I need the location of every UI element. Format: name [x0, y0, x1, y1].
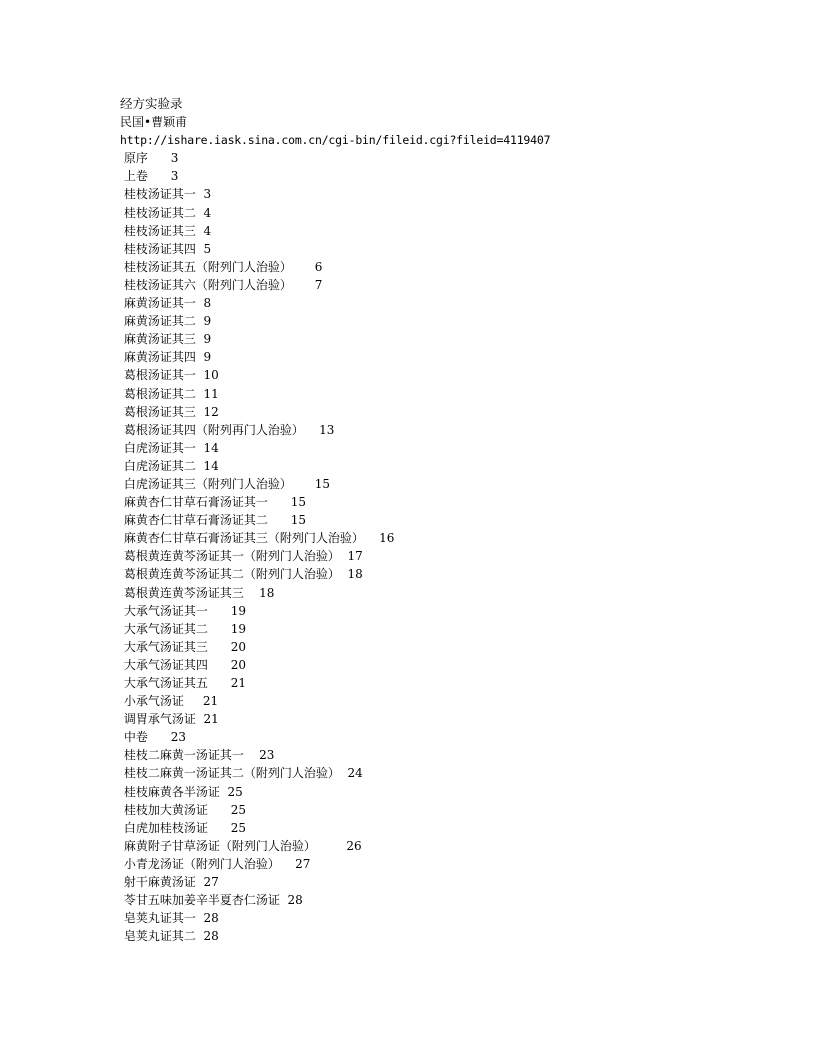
toc-entry-title: 麻黄杏仁甘草石膏汤证其一: [120, 495, 268, 510]
toc-entry-gap: [244, 748, 259, 762]
toc-entry-title: 葛根汤证其一: [120, 368, 196, 383]
toc-entry: [120, 620, 550, 638]
toc-entry: [120, 240, 550, 258]
toc-entry: [120, 185, 550, 203]
toc-entry-title: 葛根汤证其四（附列再门人治验）: [120, 422, 304, 437]
toc-entry: [120, 403, 550, 421]
toc-entry: [120, 764, 550, 782]
toc-entry-page-number: 9: [203, 314, 212, 329]
toc-entry-page-number: 23: [170, 730, 186, 745]
toc-entry-title: 桂枝麻黄各半汤证: [120, 784, 220, 799]
toc-entry-title: 麻黄杏仁甘草石膏汤证其二: [120, 513, 268, 528]
toc-entry: [120, 819, 550, 837]
toc-entry-page-number: 19: [230, 621, 246, 636]
toc-entry-page-number: 21: [230, 676, 246, 690]
toc-entry-title: 皂荚丸证其二: [120, 929, 196, 944]
toc-entry: [120, 493, 550, 511]
toc-entry: [120, 294, 550, 312]
toc-entry-title: 葛根黄连黄芩汤证其一（附列门人治验）: [120, 549, 340, 564]
toc-entry: [120, 348, 550, 366]
toc-entry-page-number: 21: [203, 712, 219, 727]
toc-entry-gap: [148, 169, 171, 183]
toc-entry-title: 白虎汤证其三（附列门人治验）: [120, 476, 292, 491]
toc-entry-page-number: 4: [203, 223, 212, 238]
toc-entry: [120, 149, 550, 167]
toc-entry-gap: [208, 622, 231, 636]
toc-entry-title: 桂枝二麻黄一汤证其二（附列门人治验）: [120, 766, 340, 781]
toc-entry-gap: [184, 694, 203, 708]
toc-entry: [120, 656, 550, 674]
toc-entry-title: 葛根黄连黄芩汤证其三: [120, 585, 244, 600]
toc-entry-page-number: 26: [346, 838, 362, 853]
toc-entry-page-number: 3: [170, 151, 179, 166]
toc-entry-title: 大承气汤证其五: [120, 676, 208, 690]
toc-entry-title: 大承气汤证其二: [120, 621, 208, 636]
document-title: 经方实验录: [120, 96, 183, 111]
toc-entry-title: 麻黄汤证其二: [120, 314, 196, 329]
toc-entry: [120, 638, 550, 656]
toc-entry-page-number: 24: [347, 766, 363, 781]
toc-entry-gap: [364, 531, 379, 545]
toc-entry: [120, 837, 550, 855]
toc-entry-page-number: 19: [230, 603, 246, 618]
toc-entry-title: 苓甘五味加姜辛半夏杏仁汤证: [120, 893, 280, 908]
toc-entry-title: 大承气汤证其一: [120, 603, 208, 618]
toc-entry-page-number: 9: [203, 332, 212, 347]
toc-entry-page-number: 14: [203, 458, 219, 473]
toc-entry: [120, 602, 550, 620]
toc-entry-title: 桂枝汤证其二: [120, 205, 196, 220]
toc-entry: [120, 385, 550, 403]
toc-entry-gap: [268, 513, 291, 527]
toc-entry-page-number: 20: [230, 639, 246, 654]
toc-entry-gap: [244, 586, 259, 600]
toc-entry-gap: [208, 640, 231, 654]
toc-entry-page-number: 21: [202, 694, 219, 709]
toc-entry-page-number: 9: [203, 350, 212, 365]
toc-entry-gap: [292, 278, 315, 292]
toc-entry-page-number: 17: [347, 549, 363, 564]
toc-entry: [120, 312, 550, 330]
toc-entry-page-number: 28: [203, 911, 219, 926]
toc-entry-title: 葛根汤证其三: [120, 404, 196, 419]
toc-entry-title: 麻黄附子甘草汤证（附列门人治验）: [120, 838, 316, 853]
toc-entry-title: 调胃承气汤证: [120, 712, 196, 727]
toc-entry: [120, 710, 550, 728]
toc-entry: [120, 276, 550, 294]
toc-entry-title: 上卷: [120, 169, 148, 184]
toc-entry-gap: [280, 857, 295, 871]
toc-entry-page-number: 13: [319, 422, 335, 437]
toc-entry-title: 原序: [120, 151, 148, 166]
toc-entry: [120, 511, 550, 529]
toc-entry-gap: [208, 676, 231, 690]
toc-entry-page-number: 23: [259, 748, 275, 763]
toc-entry-gap: [268, 495, 291, 509]
toc-entry-title: 麻黄汤证其一: [120, 296, 196, 311]
toc-entry-gap: [208, 803, 231, 817]
toc-entry: [120, 692, 550, 710]
toc-entry: [120, 728, 550, 746]
toc-entry-title: 白虎汤证其二: [120, 458, 196, 473]
toc-entry-title: 桂枝汤证其三: [120, 223, 196, 238]
toc-entry-page-number: 15: [290, 513, 306, 528]
toc-entry: [120, 222, 550, 240]
toc-entry-title: 白虎汤证其一: [120, 440, 196, 455]
toc-entry-page-number: 4: [203, 205, 212, 220]
toc-entry-page-number: 27: [295, 856, 311, 871]
toc-entry-page-number: 15: [314, 476, 330, 491]
toc-entry-gap: [148, 151, 171, 165]
toc-entry-page-number: 3: [203, 187, 212, 202]
toc-entry-page-number: 18: [347, 567, 363, 582]
toc-entry-page-number: 25: [227, 784, 243, 799]
toc-entry-page-number: 11: [203, 386, 219, 401]
toc-entry-title: 桂枝汤证其六（附列门人治验）: [120, 277, 292, 292]
toc-entry: [120, 783, 550, 801]
toc-entry-title: 白虎加桂枝汤证: [120, 820, 208, 835]
toc-entry-title: 小承气汤证: [120, 694, 184, 709]
toc-entry-title: 桂枝加大黄汤证: [120, 802, 208, 817]
toc-entry: [120, 421, 550, 439]
toc-entry-page-number: 18: [259, 585, 275, 600]
toc-entry-title: 桂枝汤证其四: [120, 241, 196, 256]
toc-entry-page-number: 5: [203, 241, 212, 256]
toc-entry-title: 葛根汤证其二: [120, 386, 196, 401]
document-author: 民国•曹颖甫: [120, 115, 188, 130]
toc-entry-page-number: 16: [379, 531, 395, 546]
toc-entry: [120, 439, 550, 457]
toc-entry-gap: [208, 604, 231, 618]
toc-entry-page-number: 27: [203, 875, 219, 890]
toc-entry-gap: [292, 260, 315, 274]
toc-entry: [120, 547, 550, 565]
toc-entry-title: 中卷: [120, 730, 148, 745]
toc-entry-page-number: 28: [203, 929, 219, 944]
toc-entry: [120, 330, 550, 348]
toc-entry: [120, 584, 550, 602]
toc-entry: [120, 891, 550, 909]
toc-entry-title: 射干麻黄汤证: [120, 875, 196, 890]
toc-entry-gap: [304, 423, 319, 437]
toc-entry: [120, 927, 550, 945]
toc-entry: [120, 475, 550, 493]
toc-entry-title: 桂枝汤证其一: [120, 187, 196, 202]
toc-entry-page-number: 10: [203, 368, 219, 383]
toc-entry-title: 皂荚丸证其一: [120, 911, 196, 926]
toc-entry-page-number: 6: [314, 259, 323, 274]
toc-entry-gap: [148, 730, 171, 744]
toc-entry-title: 大承气汤证其四: [120, 657, 208, 672]
toc-entry: [120, 909, 550, 927]
toc-entry: [120, 674, 550, 692]
toc-entry-gap: [316, 839, 347, 853]
toc-entry: [120, 204, 550, 222]
toc-entry-title: 桂枝二麻黄一汤证其一: [120, 748, 244, 763]
toc-entry-page-number: 7: [314, 277, 323, 292]
toc-entry: [120, 855, 550, 873]
toc-entry-title: 麻黄汤证其四: [120, 350, 196, 365]
toc-entry: [120, 801, 550, 819]
toc-entry: [120, 457, 550, 475]
toc-entry-title: 桂枝汤证其五（附列门人治验）: [120, 259, 292, 274]
toc-entry-gap: [292, 477, 315, 491]
toc-entry-title: 大承气汤证其三: [120, 639, 208, 654]
toc-entry-page-number: 12: [203, 404, 219, 419]
toc-entry-page-number: 15: [290, 495, 306, 510]
toc-entry: [120, 873, 550, 891]
toc-entry-gap: [208, 821, 231, 835]
toc-entry: [120, 258, 550, 276]
toc-entry-page-number: 28: [287, 893, 303, 908]
toc-entry: [120, 366, 550, 384]
document-url: http://ishare.iask.sina.com.cn/cgi-bin/fileid.cgi?fileid=4119407: [120, 133, 551, 148]
toc-entry-title: 麻黄汤证其三: [120, 332, 196, 347]
toc-entry-page-number: 20: [230, 657, 246, 672]
toc-entry-gap: [208, 658, 231, 672]
toc-entry: [120, 167, 550, 185]
toc-entry-page-number: 25: [230, 820, 246, 835]
toc-entry-page-number: 8: [203, 296, 212, 311]
table-of-contents: [120, 149, 550, 945]
toc-entry: [120, 746, 550, 764]
toc-entry-title: 麻黄杏仁甘草石膏汤证其三（附列门人治验）: [120, 531, 364, 546]
toc-entry-title: 葛根黄连黄芩汤证其二（附列门人治验）: [120, 567, 340, 582]
toc-entry-page-number: 3: [170, 169, 179, 184]
toc-entry-page-number: 25: [230, 802, 246, 817]
document-page: [120, 95, 550, 945]
toc-entry: [120, 529, 550, 547]
toc-entry-page-number: 14: [203, 440, 219, 455]
toc-entry: [120, 565, 550, 583]
toc-entry-title: 小青龙汤证（附列门人治验）: [120, 856, 280, 871]
